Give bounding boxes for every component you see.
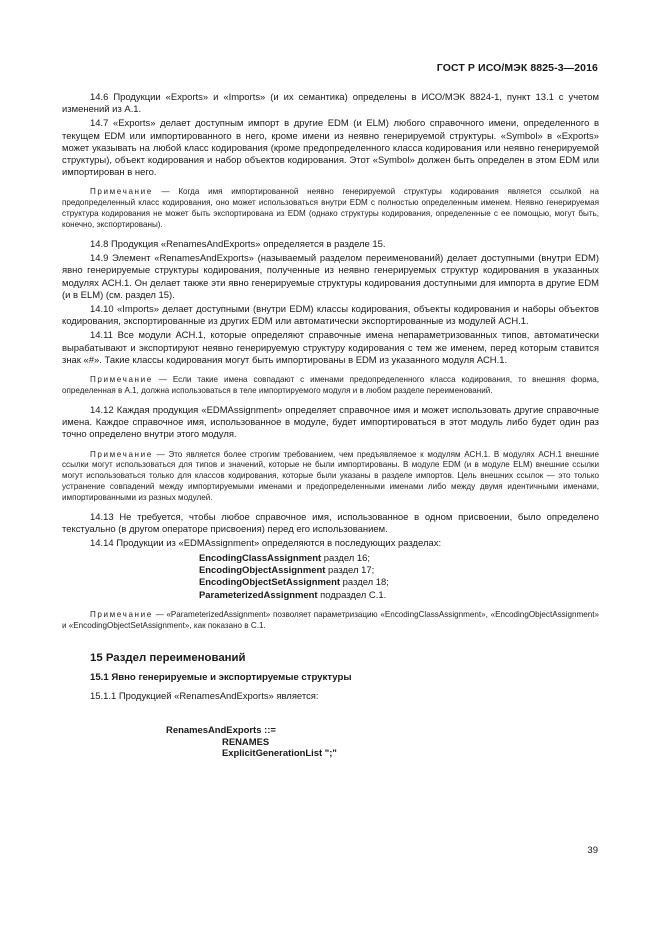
production-item (199, 577, 599, 589)
production-name: EncodingObjectSetAssignment (199, 577, 341, 589)
note-text: — Если такие имена совпадают с именами предопределенного класса кодирования, то внешняя форма, определенная в А.1, должна использоваться в теле импортируемого модуля и в любом разделе переименований. (62, 375, 599, 395)
paragraph-15-1-1: 15.1.1 Продукцией «RenamesAndExports» является: (90, 691, 319, 703)
production-name: EncodingClassAssignment (199, 552, 322, 564)
grammar-block (166, 725, 599, 760)
production-item (199, 553, 599, 565)
note-label: Примечание (90, 187, 153, 197)
production-ref: раздел 17; (325, 564, 375, 576)
production-name: ParameterizedAssignment (199, 589, 318, 601)
paragraph-14-12: 14.12 Каждая продукция «EDMAssignment» определяет справочное имя и может использовать другие справочные имена. Каждое справочное имя, использованное в модуле, будет импортироваться в этот модуль либо будет один раз точно определено внутри этого модуля. (62, 404, 599, 441)
note-label: Примечание (90, 375, 153, 385)
paragraph-14-11: 14.11 Все модули АСН.1, которые определяют справочные имена непараметризованных типов, автоматически вырабатывают и экспортируют неявно генерируемую структуру кодирования с тем же именем, перед которым ставится знак «#». Такие классы кодирования могут быть импортированы в EDM из указанного модуля АСН.1. (62, 330, 599, 366)
note-text: — «ParameterizedAssignment» позволяет параметризацию «EncodingClassAssignment», «EncodingObjectAssignment» и «EncodingObjectSetAssignment», как показано в С.1. (62, 609, 599, 630)
production-ref: подраздел С.1. (317, 589, 387, 601)
grammar-line: ExplicitGenerationList ";" (222, 748, 337, 760)
grammar-line: RENAMES (222, 736, 270, 748)
production-item (199, 565, 599, 577)
subsection-15-1-heading: 15.1 Явно генерируемые и экспортируемые структуры (90, 671, 352, 683)
note-4 (62, 610, 599, 632)
production-item (199, 590, 599, 602)
production-name: EncodingObjectAssignment (199, 564, 326, 576)
grammar-line: RenamesAndExports ::= (166, 725, 276, 737)
note-3 (62, 450, 599, 505)
paragraph-14-14: 14.14 Продукции из «EDMAssignment» определяются в последующих разделах: (90, 538, 442, 550)
document-body (62, 92, 599, 760)
production-ref: раздел 18; (340, 577, 389, 589)
paragraph-14-8: 14.8 Продукция «RenamesAndExports» определяется в разделе 15. (90, 239, 386, 251)
note-text: — Это является более строгим требованием, чем предъявляемое к модулям АСН.1. В модулях АСН.1 внешние ссылки могут использоваться для типов и значений, которые не были импортированы. В модуле EDM (и в модуле ELM) внешние ссылки могут использоваться только для классов кодирования, которые были указаны в разделе импортов. Цель внешних ссылок — это только устранение совпадений между импортируемыми именами и предопределенными именами либо между двумя идентичными именами, импортированными из разных модулей. (62, 449, 599, 503)
page-number: 39 (587, 845, 598, 856)
note-label: Примечание (90, 609, 153, 619)
note-2 (62, 375, 599, 397)
paragraph-14-9: 14.9 Элемент «RenamesAndExports» (называемый разделом переименований) делает доступными (внутри EDM) явно генерируемые структуры кодирования, полученные из неявно генерируемых структур кодирования в указанных модулях АСН.1. Он делает также эти явно генерируемые структуры кодирования доступными для импорта в другие EDM (и в ELM) (см. раздел 15). (62, 253, 599, 301)
section-15-heading: 15 Раздел переименований (90, 651, 246, 664)
note-text: — Когда имя импортированной неявно генерируемой структуры кодирования является ссылкой на предопределенный класс кодирования, оно может использоваться внутри EDM с полностью определенным именем. Неявно генерируемая структура кодирования не может быть экспортирована из EDM (однако структуры кодирования, определенные с ее помощью, могут быть, конечно, экспортированы). (62, 187, 599, 230)
productions-list (199, 553, 599, 602)
standard-header: ГОСТ Р ИСО/МЭК 8825-3—2016 (436, 62, 598, 74)
paragraph-14-6: 14.6 Продукции «Exports» и «Imports» (и их семантика) определены в ИСО/МЭК 8824-1, пункт 13.1 с учетом изменений из А.1. (62, 92, 599, 116)
paragraph-14-7: 14.7 «Exports» делает доступным импорт в другие EDM (и ELM) любого справочного имени, определенного в текущем EDM или импортированного в него, кроме имени из неявно генерируемой структуры. «Symbol» в «Exports» может указывать на любой класс кодирования (кроме предопределенного класса кодирования или неявно генерируемой структуры), объект кодирования и набор объектов кодирования. Этот «Symbol» должен быть определен в этом EDM или импортирован в него. (62, 118, 599, 179)
production-ref: раздел 16; (321, 552, 371, 564)
note-1 (62, 187, 599, 231)
paragraph-14-10: 14.10 «Imports» делает доступными (внутри EDM) классы кодирования, объекты кодирования и наборы объектов кодирования, экспортированные из других EDM или автоматически экспортированные из модулей АСН.1. (62, 304, 599, 328)
paragraph-14-13: 14.13 Не требуется, чтобы любое справочное имя, использованное в одном присвоении, было определено текстуально (в другом операторе присвоения) перед его использованием. (62, 512, 599, 536)
note-label: Примечание (90, 449, 153, 459)
